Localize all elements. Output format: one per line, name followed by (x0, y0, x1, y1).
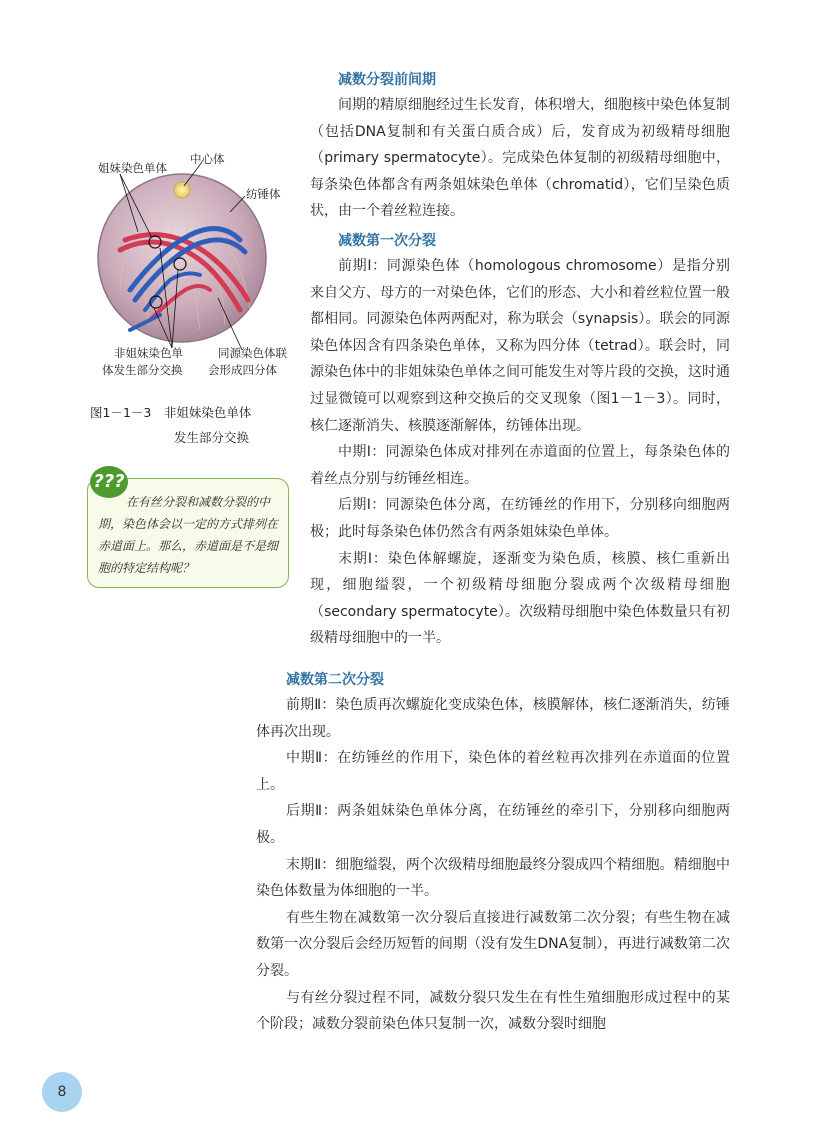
label-centrosome: 中心体 (190, 152, 225, 166)
caption-line2: 发生部分交换 (174, 430, 250, 445)
para-anaphase-1: 后期Ⅰ：同源染色体分离，在纺锤丝的作用下，分别移向细胞两极；此时每条染色体仍然含有两条姐妹染色单体。 (310, 497, 730, 540)
upper-text-column (310, 64, 730, 652)
label-tetrad-line1: 同源染色体联 (218, 346, 287, 360)
label-tetrad-line2: 会形成四分体 (208, 363, 277, 377)
label-nonsister-line2: 体发生部分交换 (102, 363, 183, 377)
figure-caption (90, 400, 251, 450)
para-metaphase-1: 中期Ⅰ：同源染色体成对排列在赤道面的位置上，每条染色体的着丝点分别与纺锤丝相连。 (310, 444, 730, 487)
think-box-text: 在有丝分裂和减数分裂的中期，染色体会以一定的方式排列在赤道面上。那么，赤道面是不是细胞的特定结构呢？ (98, 495, 279, 575)
label-spindle: 纺锤体 (246, 187, 281, 201)
para-anaphase-2: 后期Ⅱ：两条姐妹染色单体分离，在纺锤丝的牵引下，分别移向细胞两极。 (256, 803, 730, 846)
label-nonsister-line1: 非姐妹染色单 (114, 346, 183, 360)
lower-text-column (256, 668, 730, 1038)
question-icon: ??? (90, 466, 128, 498)
caption-line1: 图1－1－3 非姐妹染色单体 (90, 405, 252, 420)
heading-meiosis-1: 减数第一次分裂 (338, 232, 436, 249)
para-interphase: 间期的精原细胞经过生长发育，体积增大，细胞核中染色体复制（包括DNA复制和有关蛋白质合成）后，发育成为初级精母细胞（primary spermatocyte）。完成染色体复制的初级精母细胞中，每条染色体都含有两条姐妹染色单体（chromatid），它们呈染色质状，由一个着丝粒连接。 (310, 97, 730, 220)
para-note-1: 有些生物在减数第一次分裂后直接进行减数第二次分裂；有些生物在减数第一次分裂后会经历短暂的间期（没有发生DNA复制），再进行减数第二次分裂。 (256, 909, 730, 979)
para-telophase-1: 末期Ⅰ：染色体解螺旋，逐渐变为染色质，核膜、核仁重新出现，细胞缢裂，一个初级精母细胞分裂成两个次级精母细胞（secondary spermatocyte）。次级精母细胞中染色体数量只有初级精母细胞中的一半。 (310, 550, 730, 647)
para-metaphase-2: 中期Ⅱ：在纺锤丝的作用下，染色体的着丝粒再次排列在赤道面的位置上。 (256, 750, 730, 793)
centrosome-shape (174, 182, 190, 198)
heading-interphase: 减数分裂前间期 (338, 72, 436, 88)
label-sister-chromatid: 姐妹染色单体 (98, 161, 167, 175)
page-number: 8 (42, 1072, 82, 1112)
para-prophase-2: 前期Ⅱ：染色质再次螺旋化变成染色体，核膜解体，核仁逐渐消失，纺锤体再次出现。 (256, 697, 730, 740)
para-note-2: 与有丝分裂过程不同，减数分裂只发生在有性生殖细胞形成过程中的某个阶段；减数分裂前染色体只复制一次，减数分裂时细胞 (256, 989, 730, 1033)
meiosis-crossover-figure (90, 140, 300, 385)
para-telophase-2: 末期Ⅱ：细胞缢裂，两个次级精母细胞最终分裂成四个精细胞。精细胞中染色体数量为体细胞的一半。 (256, 856, 730, 900)
para-prophase-1: 前期Ⅰ：同源染色体（homologous chromosome）是指分别来自父方、母方的一对染色体，它们的形态、大小和着丝粒位置一般都相同。同源染色体两两配对，称为联会（synapsis）。联会的同源染色体因含有四条染色单体，又称为四分体（tetrad）。联会时，同源染色体中的非姐妹染色单体之间可能发生对等片段的交换，这时通过显微镜可以观察到这种交换后的交叉现象（图1－1－3）。同时，核仁逐渐消失、核膜逐渐解体，纺锤体出现。 (310, 257, 730, 434)
heading-meiosis-2: 减数第二次分裂 (286, 672, 384, 688)
